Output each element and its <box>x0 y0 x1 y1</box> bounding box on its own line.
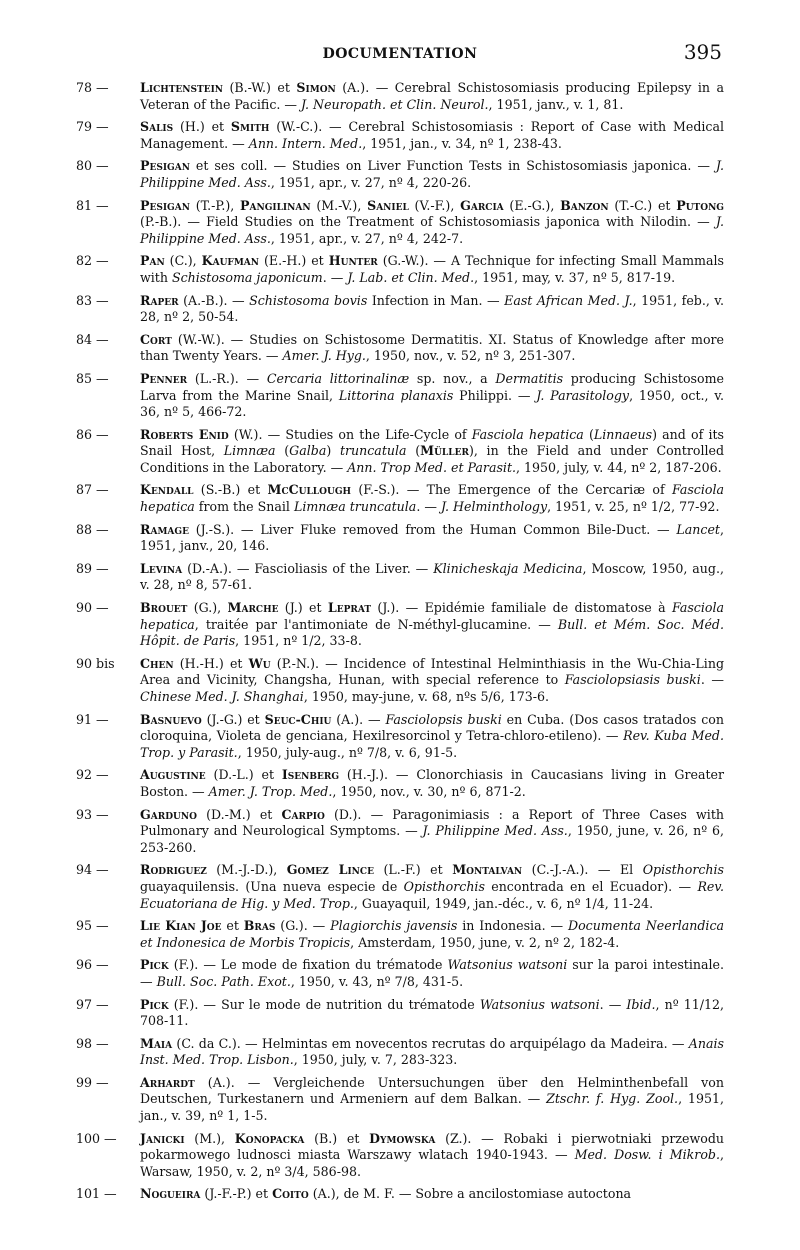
entry-number: 101 — <box>76 1186 117 1202</box>
author-name: Konopacka <box>234 1130 305 1146</box>
bibliography-entry <box>76 1036 724 1069</box>
italic-text: Fasciolopsiasis buski <box>564 672 701 688</box>
author-name: Ramage <box>140 521 189 537</box>
italic-text: Klinicheskaja Medicina <box>433 560 583 576</box>
bibliography-entry <box>76 332 724 365</box>
italic-text: J. Neuropath. et Clin. Neurol. <box>300 96 489 112</box>
author-name: Lichtenstein <box>140 80 224 95</box>
citation-text: , 1951, may, v. 37, nº 5, 817-19. <box>474 269 676 285</box>
author-name: Seuc-Chiu <box>264 711 332 727</box>
author-name: Penner <box>140 370 188 386</box>
running-title: DOCUMENTATION <box>322 46 478 62</box>
citation-text: producing Schistosome Larva from the Marine Snail, <box>140 370 724 403</box>
page-header <box>0 40 800 66</box>
italic-text: Opisthorchis <box>642 862 724 878</box>
entry-citation <box>140 767 724 800</box>
bibliography-entry <box>76 522 724 555</box>
bibliography-list <box>76 80 724 1209</box>
entry-number: 84 — <box>76 331 109 347</box>
italic-text: J. Philippine Med. Ass. <box>140 158 724 190</box>
bibliography-entry <box>76 482 724 515</box>
citation-text: (M.-J.-D.), <box>206 862 287 878</box>
citation-text: (H.) et <box>173 119 231 135</box>
entry-citation <box>140 253 724 286</box>
entry-number: 80 — <box>76 158 109 174</box>
italic-text: Cercaria littorinalinæ <box>266 370 410 386</box>
author-name: Levina <box>140 560 183 576</box>
entry-citation <box>140 807 724 857</box>
entry-citation <box>140 482 724 515</box>
citation-text: (E.-H.) et <box>259 253 329 269</box>
citation-text: (D.-A.). — Fascioliasis of the Liver. — <box>182 560 434 576</box>
author-name: Kendall <box>140 482 194 498</box>
citation-text: (D.). — Paragonimiasis : a Report of Three Cases with Pulmonary and Neurological Symptoms. — <box>140 806 725 839</box>
author-name: Hunter <box>328 253 378 269</box>
italic-text: Amer. J. Hyg. <box>282 348 366 364</box>
citation-text: , 1950, oct., v. 36, nº 5, 466-72. <box>140 387 724 420</box>
entry-number: 97 — <box>76 996 109 1012</box>
citation-text: (J.-F.-P.) et <box>200 1186 273 1202</box>
author-name: Garcia <box>460 197 504 213</box>
citation-text: (F.-S.). — The Emergence of the Cercariæ of <box>351 482 672 498</box>
citation-text: , Moscow, 1950, aug., v. 28, nº 8, 57-61. <box>140 560 724 593</box>
citation-text: , nº 11/12, 708-11. <box>140 996 724 1029</box>
entry-citation <box>140 957 724 990</box>
entry-number: 79 — <box>76 119 109 135</box>
italic-text: Med. Dosw. i Mikrob. <box>574 1147 720 1163</box>
bibliography-entry <box>76 371 724 421</box>
author-name: Pick <box>140 996 169 1012</box>
entry-number: 94 — <box>76 862 109 878</box>
citation-text: (B.) et <box>304 1130 370 1146</box>
citation-text: , 1951, janv., v. 1, 81. <box>488 96 624 112</box>
author-name: Pan <box>140 253 165 269</box>
citation-text: (H.-J.). — Clonorchiasis in Caucasians living in Greater Boston. — <box>140 767 724 799</box>
citation-text: (F.). — Le mode de fixation du trématode <box>168 957 448 973</box>
italic-text: Fasciolopsis buski <box>385 711 502 727</box>
entry-number: 99 — <box>76 1074 109 1090</box>
bibliography-entry <box>76 997 724 1030</box>
citation-text: , 1951, apr., v. 27, nº 4, 242-7. <box>270 230 464 246</box>
citation-text: , 1951, apr., v. 27, nº 4, 220-26. <box>270 174 472 190</box>
citation-text: (A.), de M. F. — Sobre a ancilostomiase autoctona <box>308 1186 632 1202</box>
bibliography-entry <box>76 862 724 912</box>
italic-text: Ibid. <box>626 996 656 1012</box>
bibliography-entry <box>76 957 724 990</box>
italic-text: J. Lab. et Clin. Med. <box>347 269 475 285</box>
entry-citation <box>140 712 724 762</box>
citation-text: (E.-G.), <box>503 197 561 213</box>
citation-text: (D.-M.) et <box>196 806 282 822</box>
italic-text: Plagiorchis javensis <box>330 918 458 934</box>
citation-text: et ses coll. — Studies on Liver Function Tests in Schistosomiasis japonica. — <box>189 158 716 174</box>
entry-citation <box>140 656 724 706</box>
citation-text: (C. da C.). — Helmintas em novecentos recrutas do arquipélago da Madeira. — <box>172 1035 689 1051</box>
italic-text: Ztschr. f. Hyg. Zool. <box>546 1091 679 1107</box>
author-name: Smith <box>230 119 270 135</box>
author-name: Pesigan <box>140 158 190 174</box>
citation-text: , Guayaquil, 1949, jan.-déc., v. 6, nº 1/4, 11-24. <box>353 895 654 911</box>
italic-text: J. Philippine Med. Ass. <box>422 823 568 839</box>
citation-text: (T.-C.) et <box>608 197 677 213</box>
italic-text: Rev. Ecuatoriana de Hig. y Med. Trop. <box>140 878 724 911</box>
citation-text: , 1950, july, v. 7, 283-323. <box>293 1052 458 1068</box>
citation-text: ), in the Field and under Controlled Conditions in the Laboratory. — <box>140 443 725 475</box>
author-name: Müller <box>420 443 469 459</box>
italic-text: Linnaeus <box>593 426 653 442</box>
entry-number: 82 — <box>76 253 109 269</box>
entry-number: 87 — <box>76 482 109 498</box>
author-name: Augustine <box>140 767 206 783</box>
citation-text: , 1951, v. 25, nº 1/2, 77-92. <box>547 499 720 515</box>
page-number: 395 <box>683 40 722 64</box>
citation-text: (Z.). — Robaki i pierwotniaki przewodu pokarmowego ludnosci miasta Warszawy wlatach 1940-1943. — <box>140 1130 724 1163</box>
citation-text: encontrada en el Ecuador). — <box>484 878 698 894</box>
citation-text: (P.-B.). — Field Studies on the Treatment of Schistosomiasis japonica with Nilodin. — <box>140 214 716 230</box>
italic-text: Opisthorchis <box>403 878 485 894</box>
citation-text: , 1951, jan., v. 39, nº 1, 1-5. <box>140 1091 724 1124</box>
author-name: Garduno <box>140 806 197 822</box>
italic-text: Anais Inst. Med. Trop. Lisbon. <box>140 1035 724 1068</box>
author-name: Marche <box>227 600 279 616</box>
author-name: Roberts Enid <box>140 426 229 442</box>
entry-citation <box>140 80 724 113</box>
italic-text: J. Helminthology <box>440 499 548 515</box>
entry-citation <box>140 1075 724 1125</box>
entry-number: 78 — <box>76 80 109 95</box>
citation-text: guayaquilensis. (Una nueva especie de <box>140 878 404 894</box>
entry-citation <box>140 522 724 555</box>
citation-text: , 1950, nov., v. 30, nº 6, 871-2. <box>332 783 526 799</box>
citation-text: , Warsaw, 1950, v. 2, nº 3/4, 586-98. <box>140 1147 724 1179</box>
author-name: Kaufman <box>201 253 259 269</box>
author-name: Saniel <box>367 197 409 213</box>
author-name: Simon <box>296 80 336 95</box>
citation-text: (B.-W.) et <box>223 80 297 95</box>
bibliography-entry <box>76 600 724 650</box>
entry-number: 83 — <box>76 292 109 308</box>
bibliography-entry <box>76 712 724 762</box>
author-name: Banzon <box>560 197 609 213</box>
author-name: Janicki <box>140 1130 185 1146</box>
entry-citation <box>140 862 724 912</box>
citation-text: ) <box>326 443 340 459</box>
entry-citation <box>140 918 724 951</box>
entry-number: 89 — <box>76 560 109 576</box>
citation-text: . — <box>416 499 441 515</box>
author-name: Brouet <box>140 600 188 616</box>
author-name: Montalvan <box>452 862 523 878</box>
citation-text: (G.). — <box>275 918 331 934</box>
bibliography-entry <box>76 807 724 857</box>
citation-text: (G.-W.). — A Technique for infecting Small Mammals with <box>140 253 724 285</box>
citation-text: (M.-V.), <box>310 197 368 213</box>
citation-text: ( <box>406 443 421 459</box>
citation-text: . — <box>322 269 348 285</box>
author-name: Lie Kian Joe <box>140 918 222 934</box>
author-name: Pangilinan <box>240 197 311 213</box>
citation-text: (M.), <box>184 1130 235 1146</box>
citation-text: (A.). — <box>331 711 386 727</box>
citation-text: , 1950, july-aug., nº 7/8, v. 6, 91-5. <box>237 744 458 760</box>
bibliography-entry <box>76 119 724 152</box>
italic-text: Littorina planaxis <box>338 387 454 403</box>
italic-text: Rev. Kuba Med. Trop. y Parasit. <box>140 728 724 760</box>
citation-text: (W.). — Studies on the Life-Cycle of <box>228 426 472 442</box>
author-name: Maia <box>140 1035 173 1051</box>
author-name: Pesigan <box>140 197 190 213</box>
bibliography-entry <box>76 656 724 706</box>
citation-text: (H.-H.) et <box>173 655 249 671</box>
entry-citation <box>140 158 724 191</box>
italic-text: Dermatitis <box>495 370 564 386</box>
citation-text: . — <box>599 996 627 1012</box>
italic-text: Schistosoma bovis <box>249 292 368 308</box>
author-name: Salis <box>140 119 174 135</box>
author-name: Putong <box>676 197 724 213</box>
citation-text: , 1950, v. 43, nº 7/8, 431-5. <box>290 973 464 989</box>
author-name: Gomez Lince <box>286 862 374 878</box>
entry-citation <box>140 293 724 326</box>
citation-text: (W.-W.). — Studies on Schistosome Dermatitis. XI. Status of Knowledge after more than Twenty Years. — <box>140 331 724 364</box>
citation-text: (L.-R.). — <box>187 370 267 386</box>
italic-text: J. Parasitology <box>536 387 630 403</box>
italic-text: truncatula <box>339 443 407 459</box>
citation-text: , 1950, may-june, v. 68, nºs 5/6, 173-6. <box>303 689 550 704</box>
citation-text: Philippi. — <box>453 387 537 403</box>
italic-text: East African Med. J. <box>504 292 633 308</box>
citation-text: (J.-G.) et <box>201 711 265 727</box>
citation-text: , 1950, nov., v. 52, nº 3, 251-307. <box>365 348 576 364</box>
citation-text: , 1950, july, v. 44, nº 2, 187-206. <box>516 459 722 475</box>
citation-text: ( <box>583 426 594 442</box>
citation-text: (A.-B.). — <box>178 292 250 308</box>
author-name: Raper <box>140 292 179 308</box>
entry-number: 92 — <box>76 767 109 783</box>
bibliography-entry <box>76 918 724 951</box>
citation-text: (G.), <box>187 600 228 616</box>
italic-text: Ann. Intern. Med. <box>248 135 363 151</box>
citation-text: sur la paroi intestinale. — <box>140 957 724 989</box>
entry-number: 91 — <box>76 711 109 727</box>
author-name: Nogueira <box>140 1186 201 1202</box>
citation-text: (J.) et <box>278 600 328 616</box>
entry-number: 90 bis <box>76 655 115 671</box>
citation-text: in Indonesia. — <box>457 918 568 934</box>
author-name: Bras <box>243 918 276 934</box>
entry-citation <box>140 332 724 365</box>
author-name: Chen <box>140 655 174 671</box>
entry-number: 90 — <box>76 600 109 616</box>
entry-citation <box>140 198 724 248</box>
entry-citation <box>140 600 724 650</box>
bibliography-entry <box>76 427 724 477</box>
author-name: Arhardt <box>140 1074 195 1090</box>
italic-text: Limnæa <box>223 443 276 459</box>
citation-text: (C.-J.-A.). — El <box>522 862 643 878</box>
citation-text: . — <box>700 672 724 688</box>
bibliography-entry <box>76 293 724 326</box>
citation-text: (A.). — Cerebral Schistosomiasis producing Epilepsy in a Veteran of the Pacific. — <box>140 80 724 112</box>
entry-citation <box>140 1186 724 1203</box>
citation-text: (W.-C.). — Cerebral Schistosomiasis : Report of Case with Medical Management. — <box>140 119 724 151</box>
citation-text: (J.). — Epidémie familiale de distomatose à <box>371 600 672 616</box>
author-name: Carpio <box>281 806 325 822</box>
citation-text: , traitée par l'antimoniate de N-méthyl-glucamine. — <box>194 616 558 632</box>
italic-text: Fasciola hepatica <box>140 482 724 515</box>
italic-text: Watsonius watsoni <box>447 957 568 973</box>
citation-text: (V.-F.), <box>408 197 461 213</box>
italic-text: Documenta Neerlandica et Indonesica de Morbis Tropicis <box>140 918 725 950</box>
citation-text: (S.-B.) et <box>193 482 268 498</box>
author-name: Coito <box>272 1186 309 1202</box>
citation-text: Infection in Man. — <box>367 292 505 308</box>
citation-text: (J.-S.). — Liver Fluke removed from the Human Common Bile-Duct. — <box>188 521 677 537</box>
entry-citation <box>140 997 724 1030</box>
citation-text: (D.-L.) et <box>205 767 282 783</box>
citation-text: , 1950, june, v. 26, nº 6, 253-260. <box>140 823 725 855</box>
citation-text: , 1951, janv., 20, 146. <box>140 521 724 554</box>
citation-text: (T.-P.), <box>189 197 241 213</box>
entry-number: 93 — <box>76 806 109 822</box>
author-name: Basnuevo <box>140 711 202 727</box>
bibliography-entry <box>76 561 724 594</box>
italic-text: Ann. Trop Med. et Parasit. <box>347 459 517 475</box>
citation-text: en Cuba. (Dos casos tratados con cloroquina, Violeta de genciana, Hexilresorcinol y Tetra-chloro-etileno). — <box>140 711 725 744</box>
italic-text: Limnæa truncatula <box>293 499 417 515</box>
bibliography-entry <box>76 253 724 286</box>
citation-text: ( <box>275 443 290 459</box>
entry-citation <box>140 1036 724 1069</box>
author-name: Leprat <box>327 600 372 616</box>
entry-number: 81 — <box>76 197 109 213</box>
author-name: Dymowska <box>369 1130 436 1146</box>
entry-number: 86 — <box>76 426 109 442</box>
citation-text: (A.). — Vergleichende Untersuchungen über den Helminthenbefall von Deutschen, Turkestanern und Armeniern auf dem Balkan. — <box>140 1074 724 1107</box>
entry-number: 95 — <box>76 918 109 934</box>
italic-text: Fasciola hepatica <box>140 600 724 632</box>
citation-text: , 1951, feb., v. 28, nº 2, 50-54. <box>140 292 724 325</box>
italic-text: J. Philippine Med. Ass. <box>140 214 724 246</box>
italic-text: Bull. Soc. Path. Exot. <box>156 973 291 989</box>
italic-text: Amer. J. Trop. Med. <box>208 783 333 799</box>
citation-text: (L.-F.) et <box>373 862 453 878</box>
italic-text: Lancet <box>676 521 720 537</box>
entry-number: 96 — <box>76 957 109 973</box>
citation-text: (P.-N.). — Incidence of Intestinal Helminthiasis in the Wu-Chia-Ling Area and Vicinity, Changsha, Hunan, with special reference to <box>140 655 724 688</box>
author-name: Wu <box>248 655 271 671</box>
citation-text: , Amsterdam, 1950, june, v. 2, nº 2, 182-4. <box>350 934 620 950</box>
bibliography-entry <box>76 80 724 113</box>
bibliography-entry <box>76 1186 724 1203</box>
italic-text: Watsonius watsoni <box>479 996 600 1012</box>
bibliography-entry <box>76 198 724 248</box>
entry-citation <box>140 561 724 594</box>
citation-text: (F.). — Sur le mode de nutrition du trématode <box>168 996 480 1012</box>
bibliography-entry <box>76 1075 724 1125</box>
entry-citation <box>140 427 724 477</box>
author-name: Pick <box>140 957 169 973</box>
entry-citation <box>140 1131 724 1181</box>
citation-text: et <box>221 918 244 934</box>
entry-citation <box>140 371 724 421</box>
italic-text: Galba <box>289 443 327 459</box>
citation-text: , 1951, nº 1/2, 33-8. <box>235 633 362 649</box>
entry-number: 88 — <box>76 521 109 537</box>
author-name: Rodriguez <box>140 862 207 878</box>
citation-text: sp. nov., a <box>409 370 496 386</box>
entry-number: 98 — <box>76 1035 109 1051</box>
bibliography-entry <box>76 158 724 191</box>
entry-number: 100 — <box>76 1130 117 1146</box>
entry-number: 85 — <box>76 370 109 386</box>
author-name: Cort <box>140 331 172 347</box>
italic-text: Chinese Med. J. Shanghai <box>140 689 304 704</box>
bibliography-entry <box>76 1131 724 1181</box>
italic-text: Schistosoma japonicum <box>171 269 323 285</box>
citation-text: , 1951, jan., v. 34, nº 1, 238-43. <box>362 135 562 151</box>
citation-text: from the Snail <box>194 499 294 515</box>
italic-text: Bull. et Mém. Soc. Méd. Hôpit. de Paris <box>140 616 724 649</box>
author-name: Isenberg <box>281 767 340 783</box>
citation-text: (C.), <box>164 253 202 269</box>
italic-text: Fasciola hepatica <box>471 426 584 442</box>
author-name: McCullough <box>267 482 352 498</box>
citation-text: ) and of its Snail Host, <box>140 426 725 459</box>
bibliography-entry <box>76 767 724 800</box>
entry-citation <box>140 119 724 152</box>
